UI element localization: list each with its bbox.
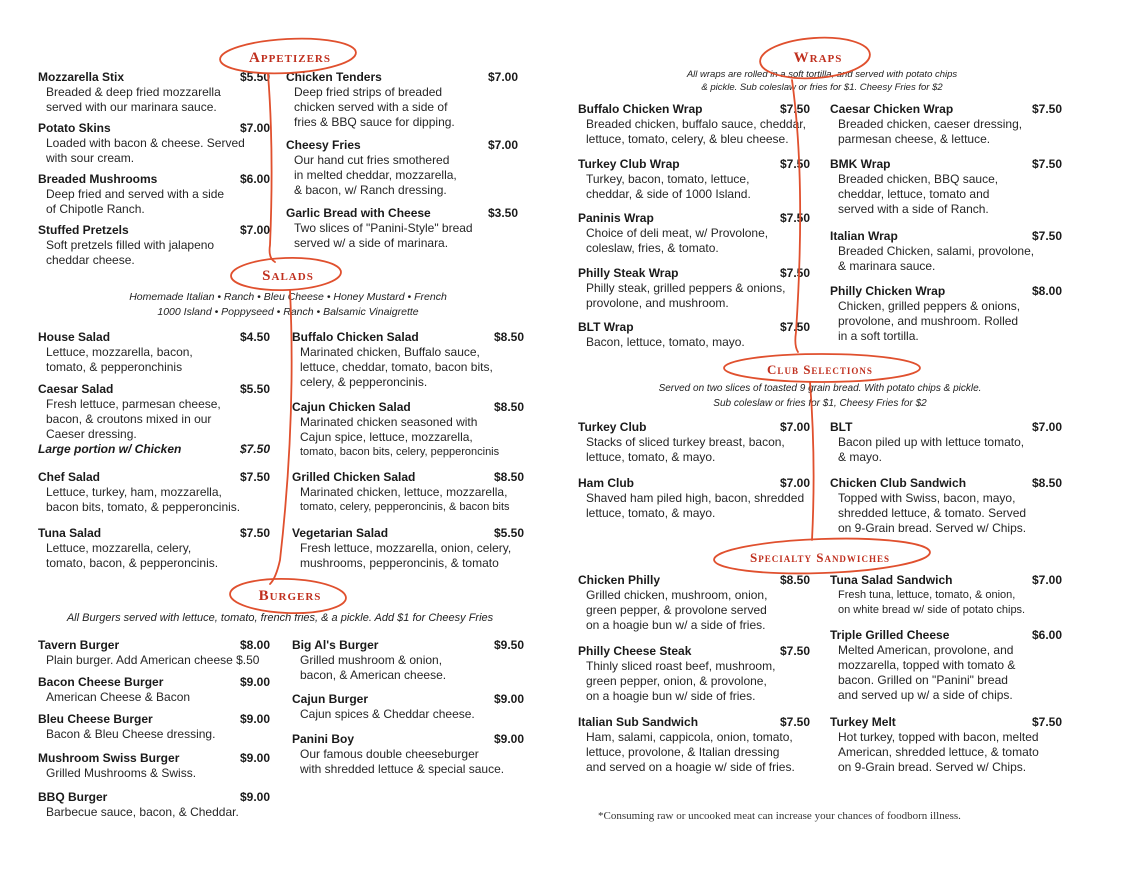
club-note-line2: Sub coleslaw or fries for $1, Cheesy Fries for $2 <box>713 398 927 409</box>
menu-item-buffalo-chicken-salad <box>292 330 524 390</box>
item-price: $8.50 <box>1031 476 1062 490</box>
menu-item-cajun-burger <box>292 692 524 722</box>
item-desc: in a soft tortilla. <box>838 329 919 343</box>
item-desc: bacon, & American cheese. <box>300 668 447 682</box>
item-desc: tomato, celery, pepperoncinis, & bacon bits <box>300 501 510 513</box>
item-desc: lettuce, provolone, & Italian dressing <box>586 745 780 759</box>
item-price: $7.00 <box>779 476 810 490</box>
item-desc: Lettuce, mozzarella, bacon, <box>46 345 193 359</box>
item-name: Chicken Tenders <box>286 70 382 84</box>
foodborn-illness-disclaimer: *Consuming raw or uncooked meat can increase your chances of foodborn illness. <box>598 810 961 822</box>
menu-item-bmk-wrap <box>830 157 1062 217</box>
item-price: $7.00 <box>1031 420 1062 434</box>
menu-item-turkey-club-wrap <box>578 157 810 202</box>
menu-item-caesar-chicken-wrap <box>830 102 1062 147</box>
section-title-club-selections: Club Selections <box>767 362 873 377</box>
item-desc: & bacon, w/ Ranch dressing. <box>294 183 447 197</box>
item-price: $8.50 <box>493 470 524 484</box>
item-desc: Lettuce, mozzarella, celery, <box>46 541 192 555</box>
item-desc: tomato, & pepperonchinis <box>46 360 183 374</box>
item-desc: Our famous double cheeseburger <box>300 747 479 761</box>
item-desc: bacon. Grilled on "Panini" bread <box>838 673 1008 687</box>
item-name: Mozzarella Stix <box>38 70 125 84</box>
salads-connector <box>270 290 292 584</box>
item-desc: Shaved ham piled high, bacon, shredded <box>586 491 805 505</box>
item-desc: Breaded Chicken, salami, provolone, <box>838 244 1035 258</box>
menu-item-philly-cheese-steak <box>578 644 810 704</box>
item-desc: Grilled mushroom & onion, <box>300 653 443 667</box>
item-name: Turkey Club Wrap <box>578 157 680 171</box>
item-desc: tomato, bacon bits, celery, pepperoncinis <box>300 446 500 458</box>
item-desc: lettuce, tomato, & mayo. <box>586 450 716 464</box>
menu-item-buffalo-chicken-wrap <box>578 102 810 147</box>
menu-item-cajun-chicken-salad <box>292 400 524 460</box>
section-title-wraps: Wraps <box>793 50 843 66</box>
menu-item-grilled-chicken-salad <box>292 470 524 515</box>
item-name: Vegetarian Salad <box>292 526 389 540</box>
item-price: $7.50 <box>1031 102 1062 116</box>
item-name: Philly Chicken Wrap <box>830 284 946 298</box>
item-desc: provolone, and mushroom. <box>586 296 729 310</box>
item-desc: celery, & pepperoncinis. <box>300 375 428 389</box>
item-desc: Hot turkey, topped with bacon, melted <box>838 730 1039 744</box>
item-price: $7.50 <box>779 157 810 171</box>
item-desc: bacon, & croutons mixed in our <box>46 412 212 426</box>
item-desc: Bacon, lettuce, tomato, mayo. <box>586 335 745 349</box>
item-desc: Fresh lettuce, parmesan cheese, <box>46 397 221 411</box>
item-name: Philly Steak Wrap <box>578 266 679 280</box>
item-name: Tuna Salad <box>38 526 102 540</box>
item-price: $7.00 <box>239 121 270 135</box>
item-desc: Grilled chicken, mushroom, onion, <box>586 588 768 602</box>
item-desc: Chicken, grilled peppers & onions, <box>838 299 1021 313</box>
item-name: Chicken Club Sandwich <box>830 476 967 490</box>
item-desc: served w/ a side of marinara. <box>294 236 449 250</box>
item-price: $9.00 <box>239 790 270 804</box>
menu-item-tuna-salad <box>38 526 270 571</box>
menu-item-mozzarella-stix <box>38 70 270 115</box>
item-name: Tavern Burger <box>38 638 120 652</box>
item-desc: Our hand cut fries smothered <box>294 153 450 167</box>
item-name: Garlic Bread with Cheese <box>286 206 431 220</box>
menu-item-triple-grilled-cheese <box>830 628 1062 703</box>
item-price: $9.00 <box>239 712 270 726</box>
item-price: $8.00 <box>239 638 270 652</box>
item-price: $8.50 <box>493 400 524 414</box>
item-desc: served with our marinara sauce. <box>46 100 217 114</box>
menu-item-mushroom-swiss-burger <box>38 751 270 781</box>
item-price: $7.50 <box>779 102 810 116</box>
menu-item-blt-wrap <box>578 320 810 350</box>
item-price: $7.00 <box>487 70 518 84</box>
menu-item-caesar-salad <box>38 382 270 457</box>
salads-dressings-note-line2: 1000 Island • Poppyseed • Ranch • Balsamic Vinaigrette <box>157 306 419 318</box>
menu-item-chef-salad <box>38 470 270 515</box>
item-price: $7.50 <box>1031 229 1062 243</box>
item-price: $7.00 <box>239 223 270 237</box>
item-desc: Topped with Swiss, bacon, mayo, <box>838 491 1016 505</box>
menu-item-potato-skins <box>38 121 270 166</box>
item-price: $8.00 <box>1031 284 1062 298</box>
item-desc: Bacon piled up with lettuce tomato, <box>838 435 1025 449</box>
item-desc: cheddar, & side of 1000 Island. <box>586 187 751 201</box>
item-price: $9.50 <box>493 638 524 652</box>
menu-item-bacon-cheese-burger <box>38 675 270 705</box>
item-desc: parmesan cheese, & lettuce. <box>838 132 991 146</box>
item-name: Caesar Chicken Wrap <box>830 102 954 116</box>
item-desc: Marinated chicken, lettuce, mozzarella, <box>300 485 508 499</box>
item-name: Bacon Cheese Burger <box>38 675 164 689</box>
item-desc: shredded lettuce, & tomato. Served <box>838 506 1027 520</box>
item-desc: with sour cream. <box>46 151 135 165</box>
item-desc: Breaded chicken, caeser dressing, <box>838 117 1023 131</box>
menu-item-turkey-club <box>578 420 810 465</box>
menu-item-breaded-mushrooms <box>38 172 270 217</box>
item-price: $5.50 <box>493 526 524 540</box>
item-name: Grilled Chicken Salad <box>292 470 416 484</box>
item-desc: on 9-Grain bread. Served w/ Chips. <box>838 521 1027 535</box>
item-desc: cheddar cheese. <box>46 253 135 267</box>
item-desc: Fresh lettuce, mozzarella, onion, celery, <box>300 541 512 555</box>
menu-item-cheesy-fries <box>286 138 518 198</box>
item-desc: provolone, and mushroom. Rolled <box>838 314 1019 328</box>
menu-item-philly-steak-wrap <box>578 266 810 311</box>
item-price: $7.50 <box>239 526 270 540</box>
item-price: $7.50 <box>1031 715 1062 729</box>
item-desc: Soft pretzels filled with jalapeno <box>46 238 215 252</box>
item-name: Tuna Salad Sandwich <box>830 573 953 587</box>
item-desc: Grilled Mushrooms & Swiss. <box>46 766 197 780</box>
salads-dressings-note-line1: Homemade Italian • Ranch • Bleu Cheese • Honey Mustard • French <box>129 291 447 303</box>
item-desc: Melted American, provolone, and <box>838 643 1014 657</box>
item-price: $7.50 <box>779 715 810 729</box>
item-desc: Cajun spice, lettuce, mozzarella, <box>300 430 473 444</box>
item-desc: & mayo. <box>838 450 883 464</box>
section-title-specialty-sandwiches: Specialty Sandwiches <box>750 550 890 565</box>
menu-item-house-salad <box>38 330 270 375</box>
item-desc: Thinly sliced roast beef, mushroom, <box>586 659 776 673</box>
item-desc: Deep fried and served with a side <box>46 187 225 201</box>
item-name: Turkey Melt <box>830 715 896 729</box>
menu-item-vegetarian-salad <box>292 526 524 571</box>
item-desc: tomato, bacon, & pepperoncinis. <box>46 556 219 570</box>
item-desc: Breaded & deep fried mozzarella <box>46 85 221 99</box>
item-price: $5.50 <box>239 382 270 396</box>
item-price: $4.50 <box>239 330 270 344</box>
item-name: Italian Sub Sandwich <box>578 715 699 729</box>
item-name: Paninis Wrap <box>578 211 654 225</box>
item-name: Philly Cheese Steak <box>578 644 692 658</box>
item-desc: Ham, salami, cappicola, onion, tomato, <box>586 730 793 744</box>
menu-item-tavern-burger <box>38 638 270 668</box>
item-price: $7.50 <box>779 644 810 658</box>
item-desc: Bacon & Bleu Cheese dressing. <box>46 727 216 741</box>
item-name: Cajun Burger <box>292 692 369 706</box>
wraps-note-line2: & pickle. Sub coleslaw or fries for $1. Cheesy Fries for $2 <box>701 82 943 93</box>
menu-item-chicken-philly <box>578 573 810 633</box>
item-desc: Loaded with bacon & cheese. Served <box>46 136 245 150</box>
item-price: $7.50 <box>779 266 810 280</box>
item-price: $7.00 <box>1031 573 1062 587</box>
menu-item-bbq-burger <box>38 790 270 820</box>
item-price: $9.00 <box>493 732 524 746</box>
menu-item-chicken-club-sandwich <box>830 476 1062 536</box>
item-desc: Deep fried strips of breaded <box>294 85 443 99</box>
item-desc: Marinated chicken seasoned with <box>300 415 478 429</box>
item-option-price: $7.50 <box>239 442 270 456</box>
item-name: Big Al's Burger <box>292 638 379 652</box>
item-price: $7.50 <box>779 320 810 334</box>
item-desc: bacon bits, tomato, & pepperoncinis. <box>46 500 241 514</box>
item-price: $7.50 <box>779 211 810 225</box>
item-desc: green pepper, & provolone served <box>586 603 767 617</box>
menu-item-turkey-melt <box>830 715 1062 775</box>
item-name: BLT <box>830 420 853 434</box>
item-name: BBQ Burger <box>38 790 108 804</box>
item-desc: Caeser dressing. <box>46 427 137 441</box>
item-desc: of Chipotle Ranch. <box>46 202 145 216</box>
menu-item-paninis-wrap <box>578 211 810 256</box>
item-desc: Stacks of sliced turkey breast, bacon, <box>586 435 785 449</box>
item-desc: Lettuce, turkey, ham, mozzarella, <box>46 485 222 499</box>
item-name: Stuffed Pretzels <box>38 223 129 237</box>
item-name: House Salad <box>38 330 111 344</box>
menu-item-blt <box>830 420 1062 465</box>
burgers-note: All Burgers served with lettuce, tomato, french fries, & a pickle. Add $1 for Cheesy Fries <box>66 612 494 624</box>
item-desc: served with a side of Ranch. <box>838 202 989 216</box>
item-name: Buffalo Chicken Salad <box>292 330 419 344</box>
menu-item-ham-club <box>578 476 810 521</box>
item-desc: cheddar, lettuce, tomato and <box>838 187 990 201</box>
item-name: Triple Grilled Cheese <box>830 628 950 642</box>
menu-item-italian-sub-sandwich <box>578 715 810 775</box>
menu-item-italian-wrap <box>830 229 1062 274</box>
item-name: Potato Skins <box>38 121 111 135</box>
item-desc: on a hoagie bun w/ side of fries. <box>586 689 756 703</box>
item-desc: Marinated chicken, Buffalo sauce, <box>300 345 480 359</box>
item-desc: fries & BBQ sauce for dipping. <box>294 115 455 129</box>
item-desc: American, shredded lettuce, & tomato <box>838 745 1039 759</box>
item-price: $8.50 <box>779 573 810 587</box>
item-name: Italian Wrap <box>830 229 898 243</box>
item-name: Breaded Mushrooms <box>38 172 158 186</box>
item-price: $7.50 <box>1031 157 1062 171</box>
item-name: Cheesy Fries <box>286 138 361 152</box>
item-desc: Barbecue sauce, bacon, & Cheddar. <box>46 805 239 819</box>
item-desc: Cajun spices & Cheddar cheese. <box>300 707 475 721</box>
item-price: $9.00 <box>239 675 270 689</box>
item-desc: Philly steak, grilled peppers & onions, <box>586 281 786 295</box>
item-desc: on a hoagie bun w/ a side of fries. <box>586 618 766 632</box>
item-name: Mushroom Swiss Burger <box>38 751 180 765</box>
item-price: $8.50 <box>493 330 524 344</box>
item-price: $7.00 <box>487 138 518 152</box>
item-desc: & marinara sauce. <box>838 259 936 273</box>
item-desc: and served up w/ a side of chips. <box>838 688 1013 702</box>
item-desc: lettuce, tomato, celery, & bleu cheese. <box>586 132 789 146</box>
item-desc: Fresh tuna, lettuce, tomato, & onion, <box>838 589 1016 601</box>
item-price: $9.00 <box>239 751 270 765</box>
item-name: Bleu Cheese Burger <box>38 712 153 726</box>
item-desc: lettuce, tomato, & mayo. <box>586 506 716 520</box>
wraps-note-line1: All wraps are rolled in a soft tortilla, and served with potato chips <box>686 69 958 80</box>
item-name: Chef Salad <box>38 470 101 484</box>
item-name: Ham Club <box>578 476 635 490</box>
item-desc: Turkey, bacon, tomato, lettuce, <box>586 172 750 186</box>
item-name: Panini Boy <box>292 732 355 746</box>
item-desc: with shredded lettuce & special sauce. <box>300 762 505 776</box>
item-price: $5.50 <box>239 70 270 84</box>
item-desc: mushrooms, pepperoncinis, & tomato <box>300 556 499 570</box>
item-desc: Choice of deli meat, w/ Provolone, <box>586 226 769 240</box>
item-desc: on 9-Grain bread. Served w/ Chips. <box>838 760 1027 774</box>
item-name: BLT Wrap <box>578 320 634 334</box>
item-desc: Breaded chicken, BBQ sauce, <box>838 172 999 186</box>
menu-item-chicken-tenders <box>286 70 518 130</box>
item-name: Turkey Club <box>578 420 647 434</box>
item-price: $7.00 <box>779 420 810 434</box>
item-desc: green pepper, onion, & provolone, <box>586 674 767 688</box>
club-note-line1: Served on two slices of toasted 9 grain bread. With potato chips & pickle. <box>658 383 982 394</box>
item-price: $6.00 <box>239 172 270 186</box>
item-name: BMK Wrap <box>830 157 891 171</box>
menu-item-stuffed-pretzels <box>38 223 270 268</box>
section-title-appetizers: Appetizers <box>249 50 331 66</box>
item-desc: American Cheese & Bacon <box>46 690 191 704</box>
item-name: Buffalo Chicken Wrap <box>578 102 703 116</box>
menu-item-garlic-bread <box>286 206 518 251</box>
item-desc: in melted cheddar, mozzarella, <box>294 168 457 182</box>
menu-item-tuna-salad-sandwich <box>830 573 1062 618</box>
item-price: $9.00 <box>493 692 524 706</box>
item-desc: mozzarella, topped with tomato & <box>838 658 1016 672</box>
item-price: $7.50 <box>239 470 270 484</box>
item-desc: coleslaw, fries, & tomato. <box>586 241 719 255</box>
item-name: Caesar Salad <box>38 382 114 396</box>
item-price: $3.50 <box>487 206 518 220</box>
item-desc: on white bread w/ side of potato chips. <box>838 604 1026 616</box>
menu-item-philly-chicken-wrap <box>830 284 1062 344</box>
item-price: $6.00 <box>1031 628 1062 642</box>
item-desc: lettuce, cheddar, tomato, bacon bits, <box>300 360 493 374</box>
section-title-burgers: Burgers <box>258 588 322 604</box>
item-desc: and served on a hoagie w/ side of fries. <box>586 760 795 774</box>
item-name: Chicken Philly <box>578 573 661 587</box>
item-desc: Two slices of "Panini-Style" bread <box>294 221 473 235</box>
item-desc: Plain burger. Add American cheese $.50 <box>46 653 260 667</box>
item-name: Cajun Chicken Salad <box>292 400 411 414</box>
item-desc: Breaded chicken, buffalo sauce, cheddar, <box>586 117 806 131</box>
item-option: Large portion w/ Chicken <box>38 442 182 456</box>
menu-item-big-als-burger <box>292 638 524 683</box>
menu-item-panini-boy <box>292 732 524 777</box>
menu-item-bleu-cheese-burger <box>38 712 270 742</box>
section-title-salads: Salads <box>262 268 314 284</box>
item-desc: chicken served with a side of <box>294 100 448 114</box>
